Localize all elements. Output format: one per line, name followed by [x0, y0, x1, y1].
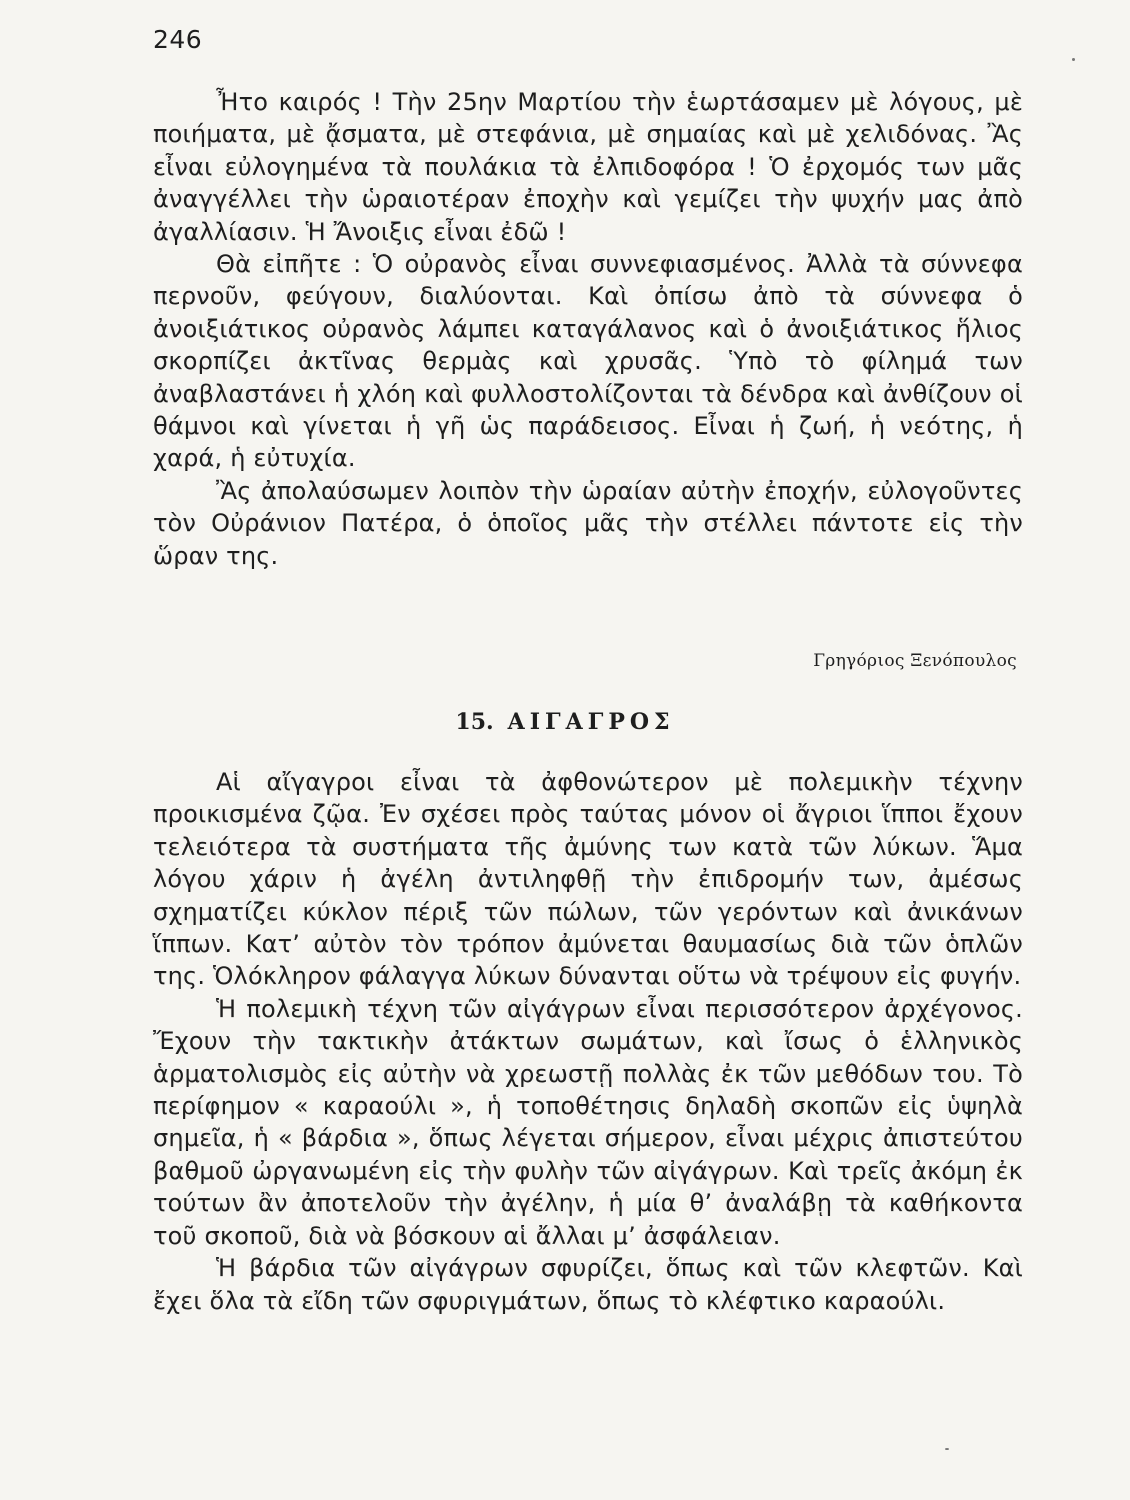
paragraph: Θὰ εἰπῆτε : Ὁ οὐρανὸς εἶναι συννεφιασμένος. Ἀλλὰ τὰ σύννεφα περνοῦν, φεύγουν, διαλύονται. Καὶ ὀπίσω ἀπὸ τὰ σύννεφα ὁ ἀνοιξιάτικος οὐρανὸς λάμπει καταγάλανος καὶ ὁ ἀνοιξιάτικος ἥλιος σκορπίζει ἀκτῖνας θερμὰς καὶ χρυσᾶς. Ὑπὸ τὸ φίλημά των ἀναβλαστάνει ἡ χλόη καὶ φυλλοστολίζονται τὰ δένδρα καὶ ἀνθίζουν οἱ θάμνοι καὶ γίνεται ἡ γῆ ὡς παράδεισος. Εἶναι ἡ ζωή, ἡ νεότης, ἡ χαρά, ἡ εὐτυχία. [153, 250, 1023, 473]
section-title: ΑΙΓΑΓΡΟΣ [507, 709, 675, 735]
paper-speck [1072, 58, 1075, 61]
paragraph: Ἡ πολεμικὴ τέχνη τῶν αἰγάγρων εἶναι περισσότερον ἀρχέγονος. Ἔχουν τὴν τακτικὴν ἀτάκτων σωμάτων, καὶ ἴσως ὁ ἑλληνικὸς ἁρματολισμὸς εἰς αὐτὴν νὰ χρεωστῇ πολλὰς ἐκ τῶν μεθόδων του. Τὸ περίφημον « καραούλι », ἡ τοποθέτησις δηλαδὴ σκοπῶν εἰς ὑψηλὰ σημεῖα, ἡ « βάρδια », ὅπως λέγεται σήμερον, εἶναι μέχρις ἀπιστεύτου βαθμοῦ ὠργανωμένη εἰς τὴν φυλὴν τῶν αἰγάγρων. Καὶ τρεῖς ἀκόμη ἐκ τούτων ἂν ἀποτελοῦν τὴν ἀγέλην, ἡ μία θ’ ἀναλάβῃ τὰ καθήκοντα τοῦ σκοποῦ, διὰ νὰ βόσκουν αἱ ἄλλαι μ’ ἀσφάλειαν. [153, 994, 1023, 1250]
paper-speck [945, 1448, 949, 1450]
page-number: 246 [153, 25, 203, 54]
paragraph: Ἡ βάρδια τῶν αἰγάγρων σφυρίζει, ὅπως καὶ τῶν κλεφτῶν. Καὶ ἔχει ὅλα τὰ εἴδη τῶν σφυριγμάτων, ὅπως τὸ κλέφτικο καραούλι. [153, 1254, 1023, 1315]
ibex-text [153, 766, 1023, 1317]
paragraph: Αἱ αἴγαγροι εἶναι τὰ ἀφθονώτερον μὲ πολεμικὴν τέχνην προικισμένα ζῷα. Ἐν σχέσει πρὸς ταύτας μόνον οἱ ἄγριοι ἵπποι ἔχουν τελειότερα τὰ συστήματα τῆς ἀμύνης των κατὰ τῶν λύκων. Ἅμα λόγου χάριν ἡ ἀγέλη ἀντιληφθῇ τὴν ἐπιδρομήν των, ἀμέσως σχηματίζει κύκλον πέριξ τῶν πώλων, τῶν γερόντων καὶ ἀνικάνων ἵππων. Κατ’ αὐτὸν τὸν τρόπον ἀμύνεται θαυμασίως διὰ τῶν ὁπλῶν της. Ὁλόκληρον φάλαγγα λύκων δύνανται οὕτω νὰ τρέψουν εἰς φυγήν. [153, 768, 1023, 991]
author-signature: Γρηγόριος Ξενόπουλος [813, 651, 1017, 671]
spring-text [153, 86, 1023, 572]
paragraph: Ἂς ἀπολαύσωμεν λοιπὸν τὴν ὡραίαν αὐτὴν ἐποχήν, εὐλογοῦντες τὸν Οὐράνιον Πατέρα, ὁ ὁποῖος μᾶς τὴν στέλλει πάντοτε εἰς τὴν ὥραν της. [153, 476, 1023, 570]
section-heading [0, 707, 1130, 737]
paragraph: Ἦτο καιρός ! Τὴν 25ην Μαρτίου τὴν ἑωρτάσαμεν μὲ λόγους, μὲ ποιήματα, μὲ ᾄσματα, μὲ στεφάνια, μὲ σημαίας καὶ μὲ χελιδόνας. Ἂς εἶναι εὐλογημένα τὰ πουλάκια τὰ ἐλπιδοφόρα ! Ὁ ἐρχομός των μᾶς ἀναγγέλλει τὴν ὡραιοτέραν ἐποχὴν καὶ γεμίζει τὴν ψυχήν μας ἀπὸ ἀγαλλίασιν. Ἡ Ἄνοιξις εἶναι ἐδῶ ! [153, 88, 1023, 246]
section-number: 15. [455, 709, 494, 735]
